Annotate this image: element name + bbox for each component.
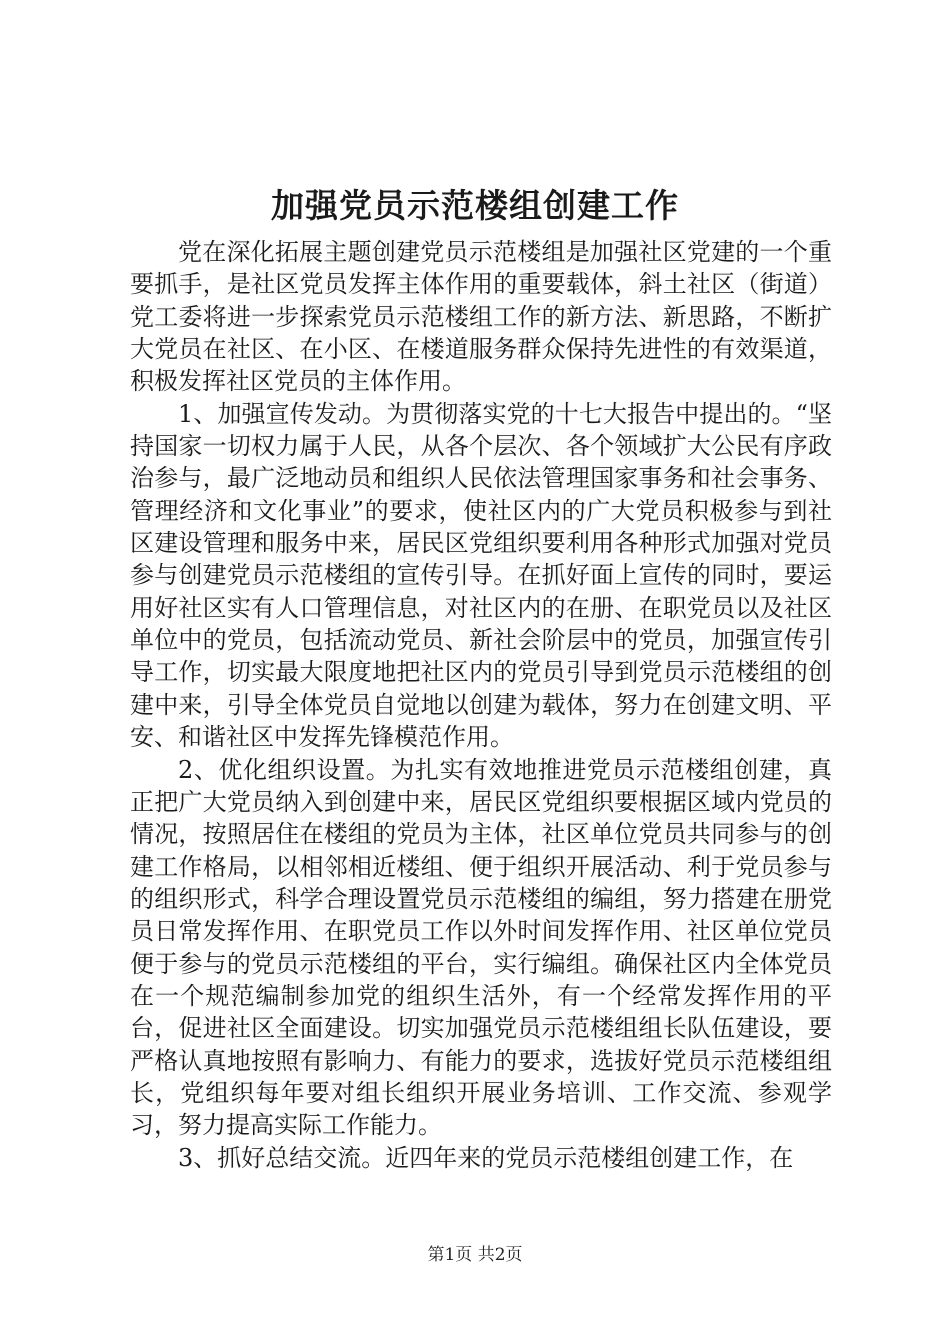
paragraph-intro: 党在深化拓展主题创建党员示范楼组是加强社区党建的一个重要抓手，是社区党员发挥主体作用的重要载体，斜土社区（街道）党工委将进一步探索党员示范楼组工作的新方法、新思路，不断扩大党员在社区、在小区、在楼道服务群众保持先进性的有效渠道，积极发挥社区党员的主体作用。: [130, 238, 832, 396]
paragraph-publicity: 1、加强宣传发动。为贯彻落实党的十七大报告中提出的。“坚持国家一切权力属于人民，从各个层次、各个领域扩大公民有序政治参与，最广泛地动员和组织人民依法管理国家事务和社会事务、管理经济和文化事业”的要求，使社区内的广大党员积极参与到社区建设管理和服务中来，居民区党组织要利用各种形式加强对党员参与创建党员示范楼组的宣传引导。在抓好面上宣传的同时，要运用好社区实有人口管理信息，对社区内的在册、在职党员以及社区单位中的党员，包括流动党员、新社会阶层中的党员，加强宣传引导工作，切实最大限度地把社区内的党员引导到党员示范楼组的创建中来，引导全体党员自觉地以创建为载体，努力在创建文明、平安、和谐社区中发挥先锋模范作用。: [130, 399, 832, 752]
paragraph-organization: 2、优化组织设置。为扎实有效地推进党员示范楼组创建，真正把广大党员纳入到创建中来，居民区党组织要根据区域内党员的情况，按照居住在楼组的党员为主体，社区单位党员共同参与的创建工作格局，以相邻相近楼组、便于组织开展活动、利于党员参与的组织形式，科学合理设置党员示范楼组的编组，努力搭建在册党员日常发挥作用、在职党员工作以外时间发挥作用、社区单位党员便于参与的党员示范楼组的平台，实行编组。确保社区内全体党员在一个规范编制参加党的组织生活外，有一个经常发挥作用的平台，促进社区全面建设。切实加强党员示范楼组组长队伍建设，要严格认真地按照有影响力、有能力的要求，选拔好党员示范楼组组长，党组织每年要对组长组织开展业务培训、工作交流、参观学习，努力提高实际工作能力。: [130, 755, 832, 1140]
document-title: 加强党员示范楼组创建工作: [271, 186, 679, 225]
paragraph-summary: 3、抓好总结交流。近四年来的党员示范楼组创建工作，在: [178, 1143, 794, 1172]
page-number-footer: 第1页 共2页: [427, 1245, 523, 1265]
document-body: [130, 236, 832, 1174]
